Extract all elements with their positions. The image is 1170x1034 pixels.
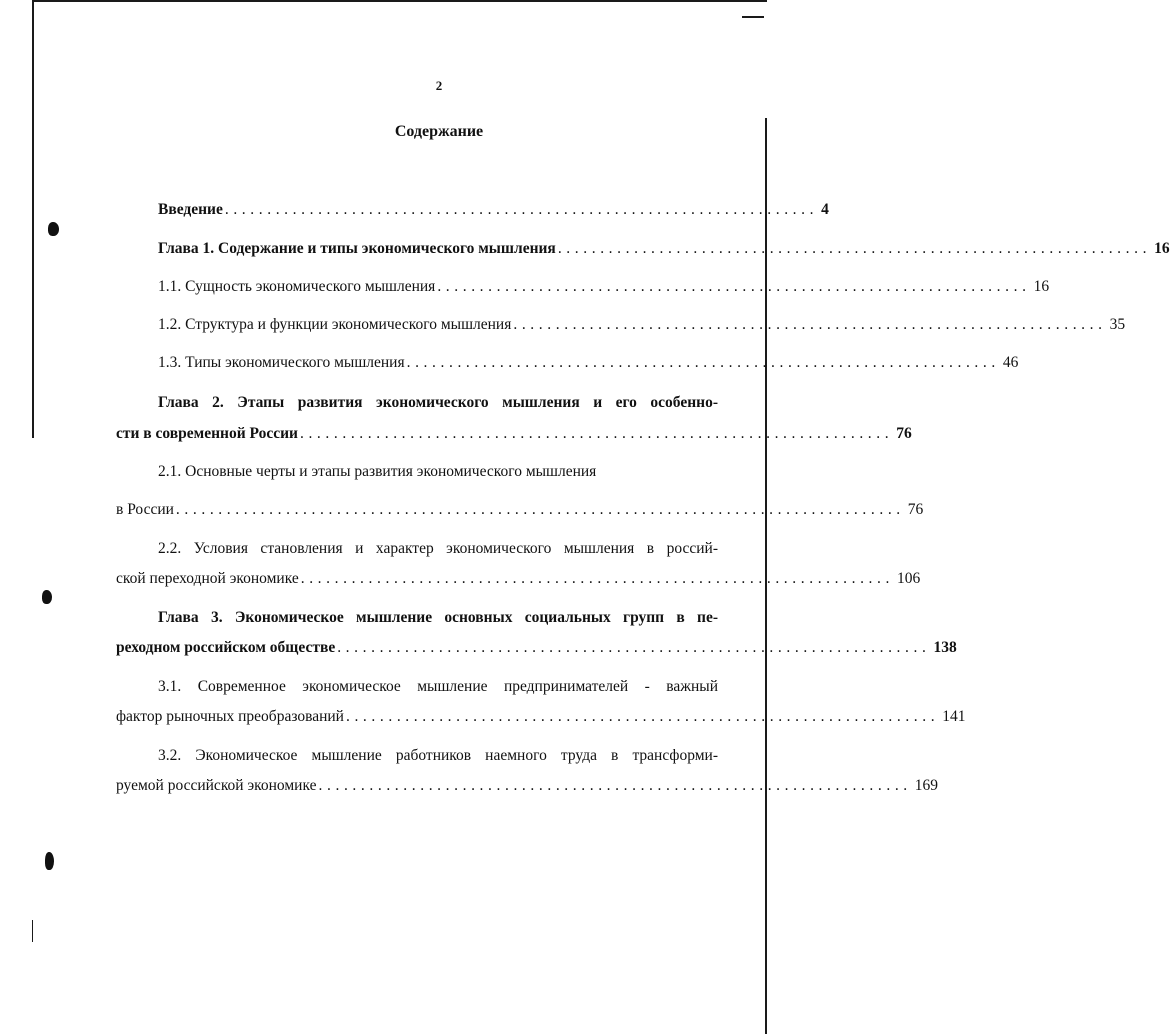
toc-entry-text: Введение [158,201,223,218]
toc-leader-dots: ...................................................................................... [175,501,905,518]
toc-entry-page: 46 [1002,354,1019,371]
toc-leader-dots: ...................................................................... [406,354,1000,371]
toc-leader-dots: ...................................................................... [437,278,1031,295]
toc-entry-page: 106 [896,570,921,587]
toc-entry-1-3 [158,353,1019,375]
page-number: 2 [435,78,443,93]
punch-hole-bottom [45,852,54,870]
toc-entry-text: 1.1. Сущность экономического мышления [158,278,436,295]
toc-entry-2-2-line-2 [116,569,921,591]
toc-entry-page: 141 [942,708,966,725]
toc-entry-3-2-line-2 [116,776,939,798]
toc-entry-1-2 [158,315,1126,337]
toc-entry-text: ской переходной экономике [116,570,299,587]
toc-entry-text: Глава 1. Содержание и типы экономического мышления [158,240,556,257]
toc-entry-chapter-2-line-2 [116,424,912,446]
toc-entry-text: сти в современной России [116,425,298,442]
toc-entry-chapter-2-line-1: Глава 2. Этапы развития экономического мышления и его особенно- [158,394,718,411]
punch-hole-top [48,222,59,236]
toc-entry-page: 4 [821,201,829,218]
toc-entry-page: 76 [896,425,912,442]
toc-entry-2-1-line-1: 2.1. Основные черты и этапы развития экономического мышления [158,463,597,480]
page-title: Содержание [394,123,484,140]
toc-entry-text: 1.2. Структура и функции экономического мышления [158,316,512,333]
toc-entry-chapter-3-line-1: Глава 3. Экономическое мышление основных социальных групп в пе- [158,609,718,626]
toc-entry-text: руемой российской экономике [116,777,317,794]
toc-entry-1-1 [158,277,1050,299]
toc-entry-2-2-line-1: 2.2. Условия становления и характер экономического мышления в россий- [158,540,718,557]
toc-leader-dots: ...................................................................... [337,639,931,656]
toc-leader-dots: ...................................................................... [345,708,940,725]
toc-entry-page: 76 [907,501,924,518]
toc-entry-page: 16 [1033,278,1050,295]
toc-leader-dots: ...................................................................... [318,777,912,794]
toc-entry-introduction [158,200,829,222]
toc-leader-dots: ...................................................................... [224,201,819,218]
toc-entry-page: 35 [1109,316,1126,333]
toc-entry-page: 138 [933,639,957,656]
scan-border-top [32,0,767,2]
toc-entry-chapter-1 [158,239,1170,261]
toc-entry-text: 1.3. Типы экономического мышления [158,354,405,371]
scan-border-left [32,0,34,438]
scan-border-left-lower [32,920,33,942]
toc-entry-page: 16 [1154,240,1170,257]
toc-entry-2-1-line-2 [116,500,924,522]
scan-mark-top-right [742,16,764,18]
toc-entry-text: в России [116,501,174,518]
toc-entry-3-1-line-1: 3.1. Современное экономическое мышление предпринимателей - важный [158,678,718,695]
toc-entry-page: 169 [914,777,939,794]
punch-hole-middle [42,590,52,604]
toc-entry-text: реходном российском обществе [116,639,336,656]
toc-leader-dots: ...................................................................... [557,240,1152,257]
toc-entry-chapter-3-line-2 [116,638,957,660]
toc-entry-3-1-line-2 [116,707,966,729]
toc-leader-dots: ...................................................................... [300,570,894,587]
toc-leader-dots: ...................................................................... [513,316,1107,333]
toc-entry-text: фактор рыночных преобразований [116,708,344,725]
toc-entry-3-2-line-1: 3.2. Экономическое мышление работников наемного труда в трансформи- [158,747,718,764]
toc-leader-dots: ...................................................................... [299,425,894,442]
